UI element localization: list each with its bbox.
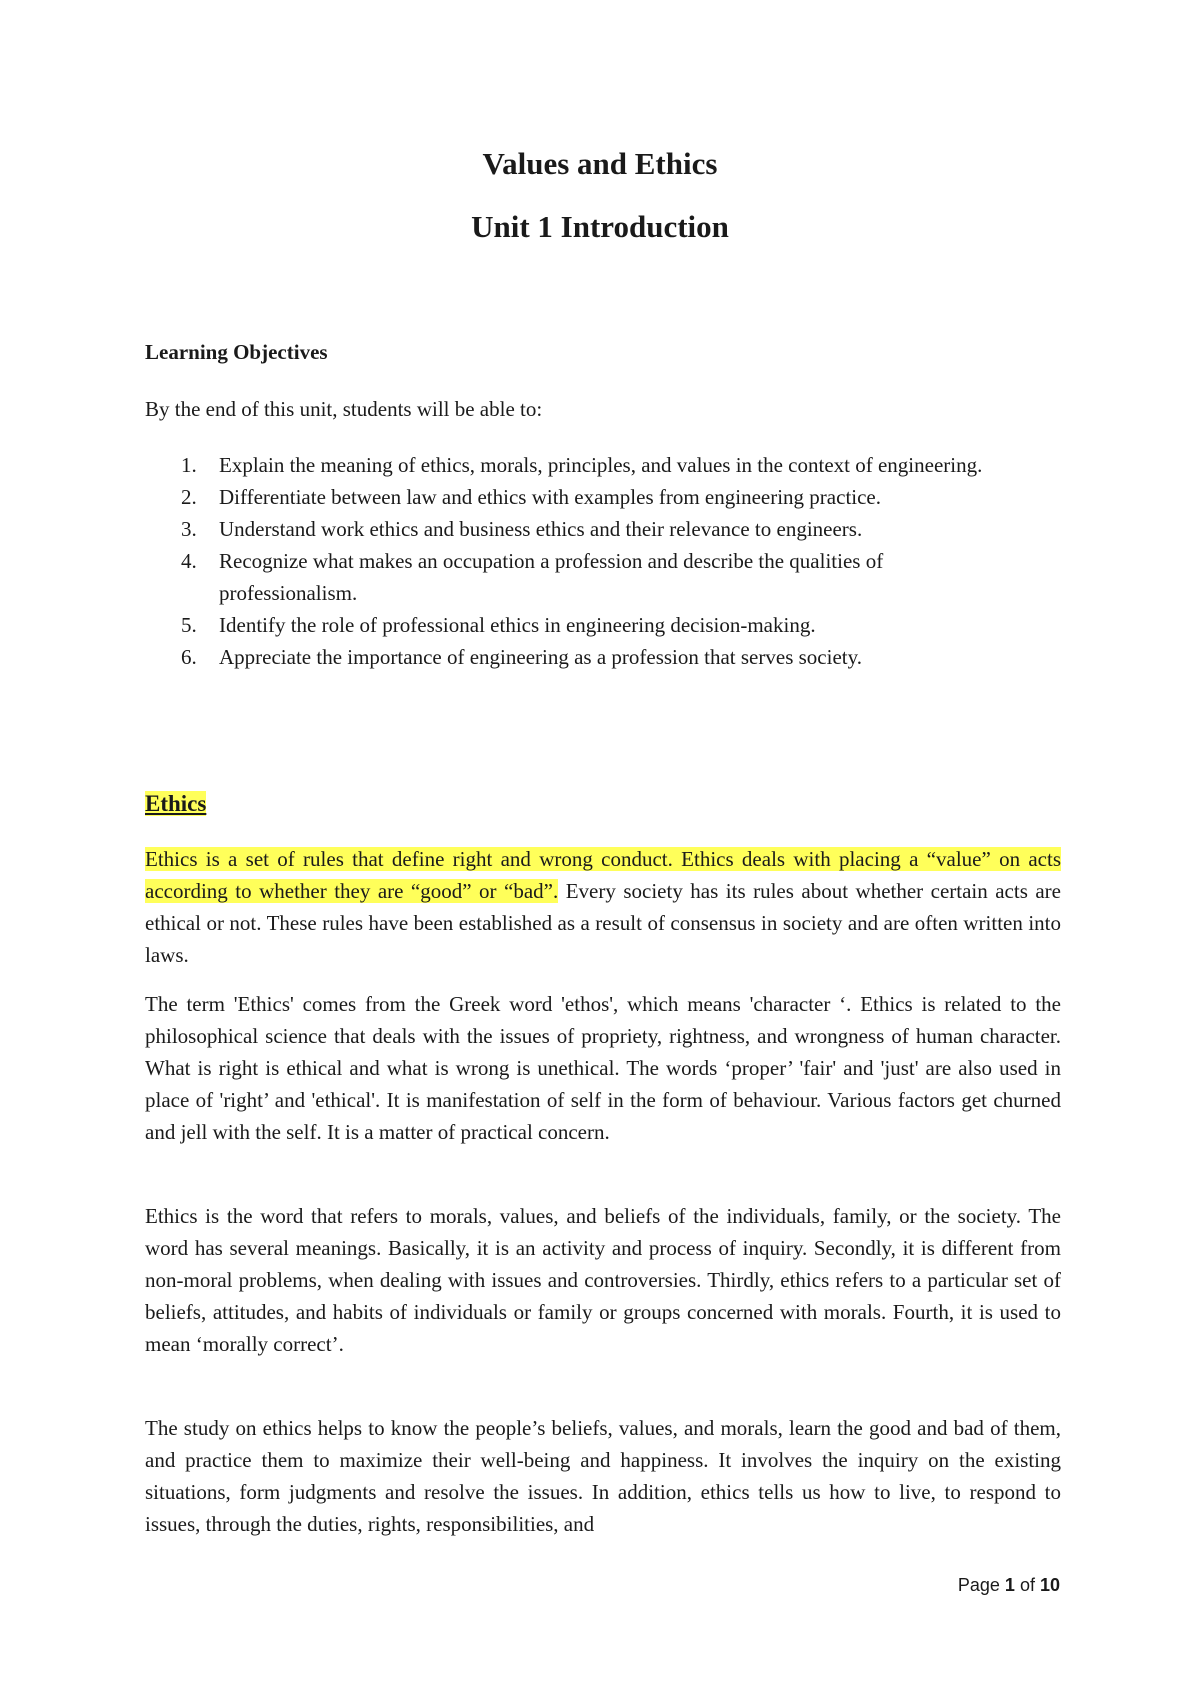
page-label: Page — [957, 1575, 1000, 1595]
list-item-number: 2. — [181, 485, 197, 509]
list-item-number: 1. — [181, 453, 197, 477]
ethics-paragraph-3: Ethics is the word that refers to morals, values, and beliefs of the individuals, family, or the society. The word has several meanings. Basically, it is an activity and process of inquiry. Secondly, it is different from non-moral problems, when dealing with issues and controversies. Thirdly, ethics refers to a particular set of beliefs, attitudes, and habits of individuals or family or groups concerned with morals. Fourth, it is used to mean ‘morally correct’. — [145, 1204, 1061, 1356]
list-item-number: 6. — [181, 645, 197, 669]
list-item — [145, 513, 985, 545]
page-number: 1 — [1004, 1575, 1015, 1595]
ethics-paragraph-4: The study on ethics helps to know the people’s beliefs, values, and morals, learn the good and bad of them, and practice them to maximize their well-being and happiness. It involves the inquiry on the existing situations, form judgments and resolve the issues. In addition, ethics tells us how to live, to respond to issues, through the duties, rights, responsibilities, and — [145, 1416, 1061, 1536]
list-item-number: 3. — [181, 517, 197, 541]
list-item-text: Explain the meaning of ethics, morals, principles, and values in the context of engineering. — [219, 453, 983, 477]
document-title: Values and Ethics — [482, 146, 718, 181]
list-item — [145, 609, 985, 641]
list-item-text: Identify the role of professional ethics in engineering decision-making. — [219, 613, 816, 637]
list-item — [145, 449, 985, 481]
paragraph-text: Every society has its rules about whether certain acts are ethical or not. These rules have been established as a result of consensus in society and are often written into laws. — [145, 879, 1061, 967]
list-item — [145, 545, 985, 609]
learning-objectives-list — [145, 449, 985, 673]
list-item-number: 5. — [181, 613, 197, 637]
list-item-number: 4. — [181, 549, 197, 573]
page-footer — [958, 1575, 1060, 1596]
of-label: of — [1019, 1575, 1035, 1595]
list-item — [145, 641, 985, 673]
learning-objectives-lead: By the end of this unit, students will be able to: — [145, 397, 543, 421]
document-subtitle: Unit 1 Introduction — [471, 209, 729, 244]
ethics-paragraph-1 — [145, 843, 1061, 971]
list-item-text: Understand work ethics and business ethics and their relevance to engineers. — [219, 517, 863, 541]
ethics-heading — [145, 791, 206, 817]
highlighted-definition: Ethics is a set of rules that define right and wrong conduct. Ethics deals with placing a “value” on acts according to whether they are “good” or “bad”. — [145, 847, 1061, 903]
list-item — [145, 481, 985, 513]
learning-objectives-heading: Learning Objectives — [145, 340, 328, 364]
ethics-heading-text: Ethics — [145, 791, 207, 816]
list-item-text: Differentiate between law and ethics with examples from engineering practice. — [219, 485, 882, 509]
list-item-text: Appreciate the importance of engineering as a profession that serves society. — [219, 645, 862, 669]
page-total: 10 — [1039, 1575, 1060, 1595]
list-item-text: Recognize what makes an occupation a profession and describe the qualities of professionalism. — [219, 549, 884, 605]
ethics-paragraph-2: The term 'Ethics' comes from the Greek word 'ethos', which means 'character ‘. Ethics is related to the philosophical science that deals with the issues of propriety, rightness, and wrongness of human character. What is right is ethical and what is wrong is unethical. The words ‘proper’ 'fair' and 'just' are also used in place of 'right’ and 'ethical'. It is manifestation of self in the form of behaviour. Various factors get churned and jell with the self. It is a matter of practical concern. — [145, 992, 1061, 1144]
